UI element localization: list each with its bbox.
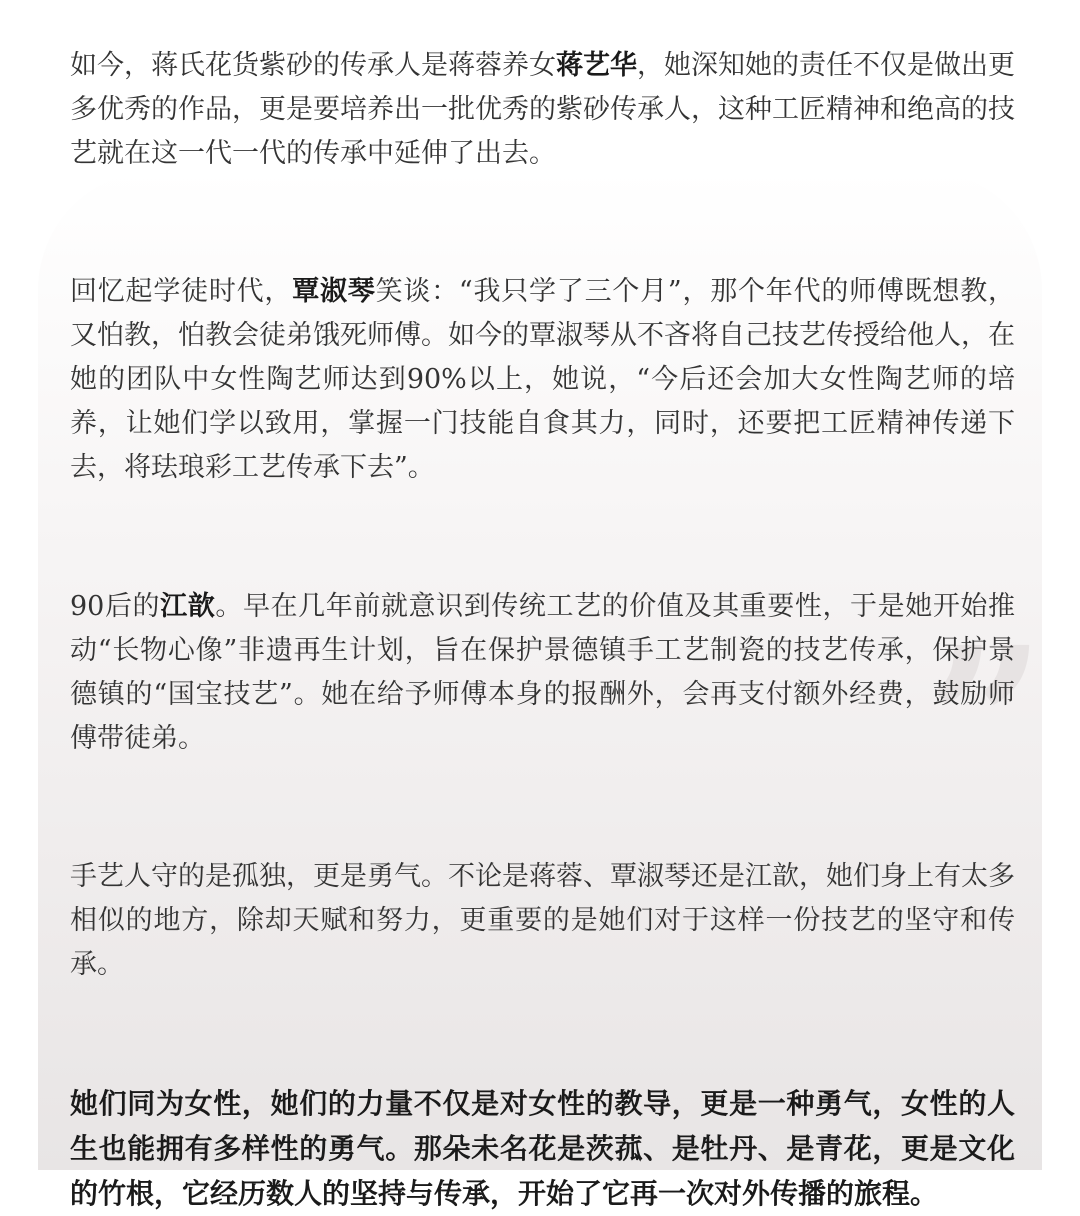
paragraph-text: 90后的 [70,591,161,622]
paragraph-jiang-xin [70,585,1015,761]
quotation-mark-decoration: ” [925,601,1040,848]
person-name-tan-shuqin: 覃淑琴 [292,276,376,307]
paragraph-jiang-yihua [70,44,1015,176]
person-name-jiang-yihua: 蒋艺华 [556,50,637,81]
paragraph-text: 回忆起学徒时代， [70,276,293,307]
paragraph-text: 如今，蒋氏花货紫砂的传承人是蒋蓉养女 [70,50,556,81]
paragraph-conclusion: 她们同为女性，她们的力量不仅是对女性的教导，更是一种勇气，女性的人生也能拥有多样性的勇气。那朵未名花是茨菰、是牡丹、是青花，更是文化的竹根，它经历数人的坚持与传承，开始了它再一次对外传播的旅程。 [70,1087,1015,1210]
paragraph-text: 笑谈：“我只学了三个月”，那个年代的师傅既想教，又怕教，怕教会徒弟饿死师傅。如今的覃淑琴从不吝将自己技艺传授给他人，在她的团队中女性陶艺师达到90%以上，她说，“今后还会加大女性陶艺师的培养，让她们学以致用，掌握一门技能自食其力，同时，还要把工匠精神传递下去，将珐琅彩工艺传承下去”。 [70,276,1016,483]
paragraph-tan-shuqin [70,270,1015,490]
article-body [70,44,1015,1216]
paragraph-craftsmen: 手艺人守的是孤独，更是勇气。不论是蒋蓉、覃淑琴还是江歆，她们身上有太多相似的地方，除却天赋和努力，更重要的是她们对于这样一份技艺的坚守和传承。 [70,861,1015,980]
paragraph-text: 。早在几年前就意识到传统工艺的价值及其重要性，于是她开始推动“长物心像”非遗再生计划，旨在保护景德镇手工艺制瓷的技艺传承，保护景德镇的“国宝技艺”。她在给予师傅本身的报酬外，会再支付额外经费，鼓励师傅带徒弟。 [70,591,1016,754]
person-name-jiang-xin: 江歆 [160,591,216,622]
paragraph-text: ，她深知她的责任不仅是做出更多优秀的作品，更是要培养出一批优秀的紫砂传承人，这种工匠精神和绝高的技艺就在这一代一代的传承中延伸了出去。 [70,50,1015,169]
